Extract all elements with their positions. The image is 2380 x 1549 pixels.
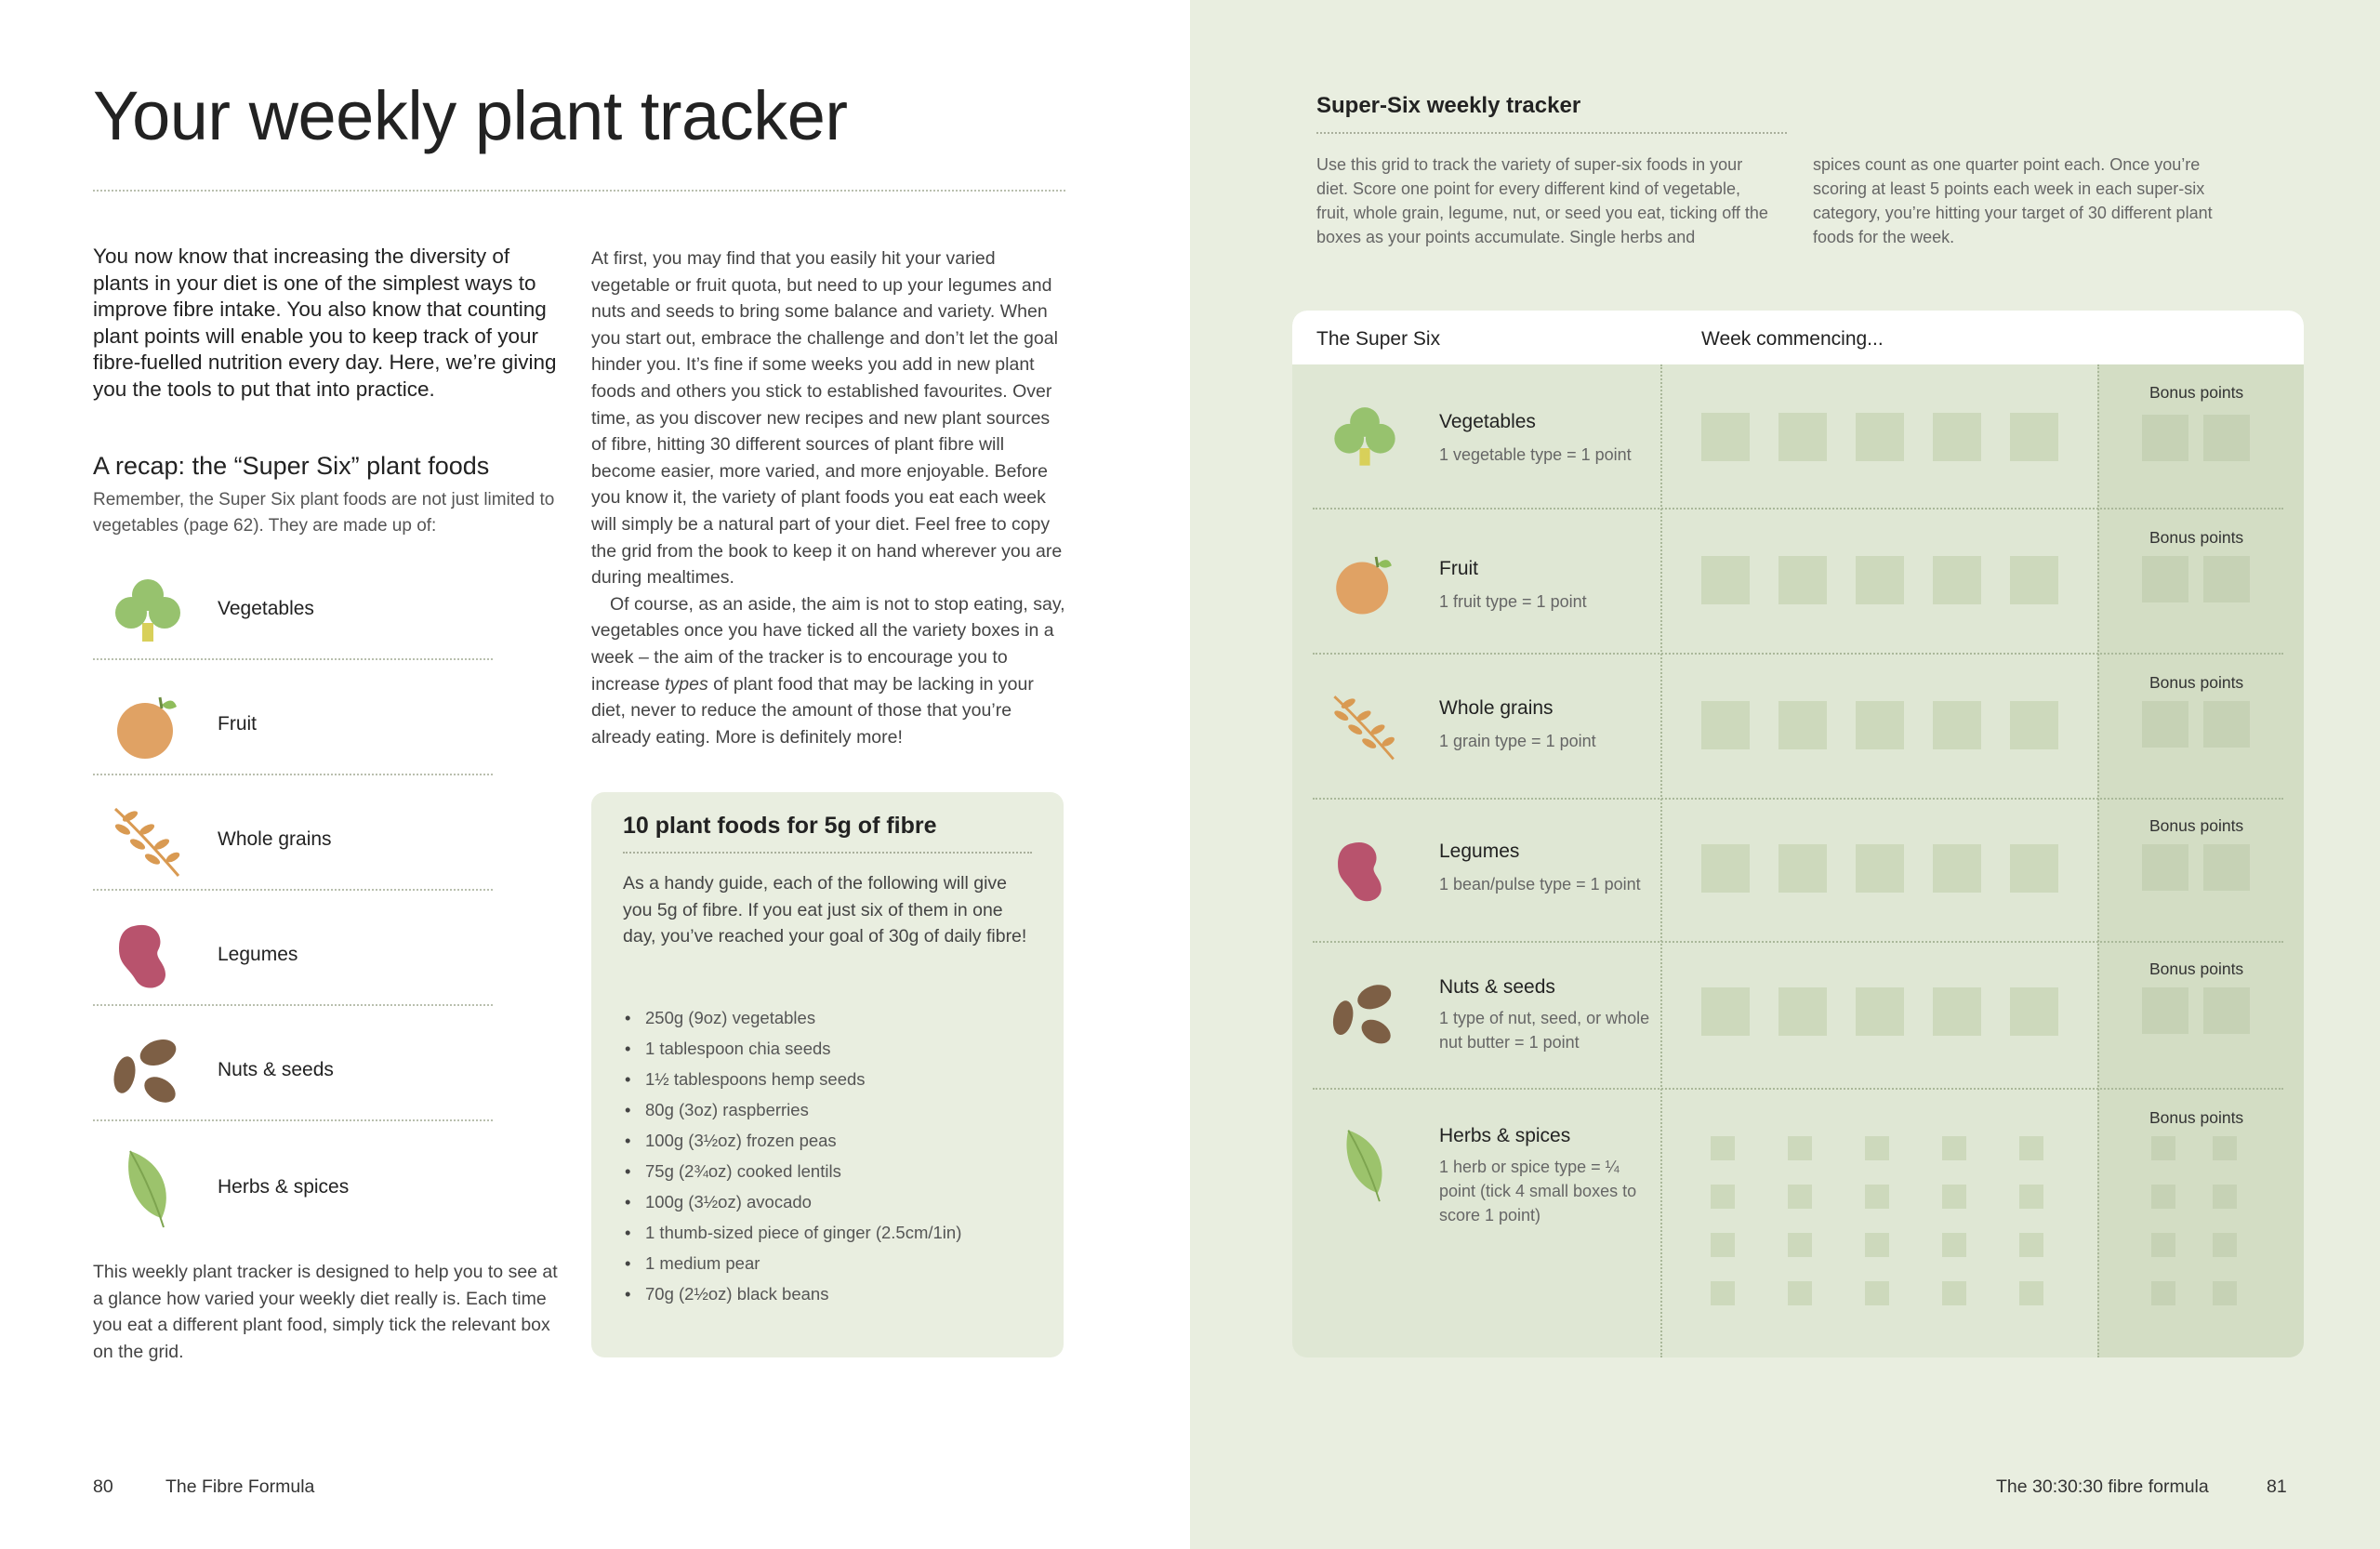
bonus-label: Bonus points [2149,383,2244,402]
running-title: The 30:30:30 fibre formula [1996,1476,2209,1497]
list-item: • 1½ tablespoons hemp seeds [623,1064,961,1094]
row-points-rule: 1 bean/pulse type = 1 point [1439,875,1641,894]
bonus-tick-box[interactable] [2142,844,2188,891]
bonus-tick-box[interactable] [2203,701,2250,748]
small-tick-box[interactable] [1711,1233,1735,1257]
tracker-intro-col1: Use this grid to track the variety of super-six foods in your diet. Score one point for every different kind of vegetable, fruit, whole grain, legume, nut, or seed you eat, ticking off the boxes as your points accumulate. Single herbs and [1316,155,1768,246]
tracker-row-vegetables [1292,364,2304,510]
tick-box[interactable] [1933,987,1981,1036]
tick-box[interactable] [1701,556,1750,604]
tick-box[interactable] [1778,701,1827,749]
tick-box[interactable] [1701,413,1750,461]
small-tick-box[interactable] [1942,1136,1966,1160]
list-item: • 1 tablespoon chia seeds [623,1033,961,1064]
bonus-small-tick-box[interactable] [2151,1185,2175,1209]
list-item: • 70g (2½oz) black beans [623,1278,961,1309]
legend-label: Nuts & seeds [218,1059,334,1080]
bonus-small-tick-box[interactable] [2213,1281,2237,1305]
recap-heading: A recap: the “Super Six” plant foods [93,452,490,480]
row-points-rule: 1 herb or spice type = ¼ point (tick 4 small boxes to score 1 point) [1439,1158,1637,1225]
tick-box[interactable] [1856,987,1904,1036]
divider [93,774,493,775]
bonus-small-tick-box[interactable] [2151,1233,2175,1257]
bonus-tick-box[interactable] [2203,987,2250,1034]
legend-item-herbs-spices [93,1127,493,1248]
body-paragraph: Of course, as an aside, the aim is not to stop eating, say, vegetables once you have ticked all the variety boxes in a week – the aim of the tracker is to encourage you to increase types of plant food that may be lacking in your diet, never to reduce the amount of those that you’re already eating. More is definitely more! [591,593,1065,748]
leaf-icon [1326,1125,1404,1203]
tick-box[interactable] [2010,844,2058,893]
tick-box[interactable] [1856,413,1904,461]
small-tick-box[interactable] [1788,1281,1812,1305]
bonus-tick-box[interactable] [2203,556,2250,602]
legend-item-whole-grains [93,788,493,891]
tracker-title: Super-Six weekly tracker [1316,93,1581,118]
orange-icon [1326,543,1404,621]
bonus-tick-box[interactable] [2203,844,2250,891]
tick-box[interactable] [1701,844,1750,893]
divider [93,1119,493,1121]
body-paragraph: At first, you may find that you easily hit your varied vegetable or fruit quota, but need to up your legumes and nuts and seeds to bring some balance and variety. When you start out, embrace the challenge and don’t let the goal hinder you. It’s fine if some weeks you add in new plant foods and others you stick to established favourites. Over time, as you discover new recipes and new plant sources of fibre, hitting 30 different sources of plant fibre will become easier, more varied, and more enjoyable. Before you know it, the variety of plant foods you eat each week will simply be a natural part of your diet. Feel free to copy the grid from the book to keep it on hand wherever you are during mealtimes. [591,248,1063,589]
tick-box[interactable] [2010,701,2058,749]
leaf-icon [106,1145,190,1229]
tracker-header [1292,311,2304,364]
seeds-icon [1326,974,1404,1053]
small-tick-box[interactable] [1865,1233,1889,1257]
list-item: • 75g (2¾oz) cooked lentils [623,1156,961,1186]
recap-text: Remember, the Super Six plant foods are not just limited to vegetables (page 62). They are made up of: [93,490,555,536]
row-points-rule: 1 grain type = 1 point [1439,732,1596,750]
row-name: Nuts & seeds [1439,976,1555,998]
tracker-row-fruit [1292,510,2304,655]
row-points-rule: 1 fruit type = 1 point [1439,592,1587,611]
wheat-icon [106,798,190,881]
row-points-rule: 1 vegetable type = 1 point [1439,445,1632,464]
bonus-label: Bonus points [2149,673,2244,692]
broccoli-icon [106,567,190,651]
tick-box[interactable] [2010,556,2058,604]
small-tick-box[interactable] [2019,1281,2043,1305]
divider [93,889,493,891]
outro-paragraph: This weekly plant tracker is designed to help you to see at a glance how varied your weekly diet really is. Each time you eat a different plant food, simply tick the relevant box on the grid. [93,1262,558,1362]
tracker-row-herbs-spices [1292,1090,2304,1357]
tick-box[interactable] [1701,987,1750,1036]
bonus-small-tick-box[interactable] [2213,1185,2237,1209]
small-tick-box[interactable] [1865,1281,1889,1305]
box-intro: As a handy guide, each of the following will give you 5g of fibre. If you eat just six of them in one day, you’ve reached your goal of 30g of daily fibre! [623,873,1027,947]
small-tick-box[interactable] [2019,1185,2043,1209]
tracker-title-divider [1316,132,1787,134]
tick-box[interactable] [1778,556,1827,604]
small-tick-box[interactable] [1942,1281,1966,1305]
small-tick-box[interactable] [1788,1233,1812,1257]
divider [93,658,493,660]
orange-icon [106,682,190,766]
small-tick-box[interactable] [1788,1136,1812,1160]
bonus-small-tick-box[interactable] [2151,1136,2175,1160]
bonus-tick-box[interactable] [2142,701,2188,748]
tick-box[interactable] [1701,701,1750,749]
fibre-foods-list [623,1002,961,1309]
legend-label: Whole grains [218,828,332,850]
tracker-row-whole-grains [1292,655,2304,800]
bonus-label: Bonus points [2149,960,2244,978]
legend-item-legumes [93,904,493,1006]
list-item: • 80g (3oz) raspberries [623,1094,961,1125]
tick-box[interactable] [1933,556,1981,604]
bonus-tick-box[interactable] [2203,415,2250,461]
broccoli-icon [1326,396,1404,474]
row-points-rule: 1 type of nut, seed, or whole nut butter = 1 point [1439,1009,1650,1052]
list-item: • 1 thumb-sized piece of ginger (2.5cm/1in) [623,1217,961,1248]
small-tick-box[interactable] [1711,1136,1735,1160]
small-tick-box[interactable] [2019,1233,2043,1257]
divider [623,852,1032,854]
bonus-small-tick-box[interactable] [2151,1281,2175,1305]
intro-paragraph: You now know that increasing the diversity of plants in your diet is one of the simplest ways to improve fibre intake. You also know that counting plant points will enable you to keep track of your fibre-fuelled nutrition every day. Here, we’re giving you the tools to put that into practice. [93,245,557,401]
bonus-tick-box[interactable] [2142,987,2188,1034]
small-tick-box[interactable] [2019,1136,2043,1160]
fibre-foods-box [591,792,1064,1357]
bonus-label: Bonus points [2149,528,2244,547]
list-item: • 100g (3½oz) avocado [623,1186,961,1217]
header-super-six: The Super Six [1316,328,1441,350]
page-number: 80 [93,1476,113,1497]
seeds-icon [106,1028,190,1112]
tick-box[interactable] [1933,844,1981,893]
legend-label: Fruit [218,713,257,735]
legend-label: Legumes [218,944,298,965]
bonus-tick-box[interactable] [2142,556,2188,602]
list-item: • 100g (3½oz) frozen peas [623,1125,961,1156]
list-item: • 1 medium pear [623,1248,961,1278]
tick-box[interactable] [2010,413,2058,461]
tracker-row-legumes [1292,800,2304,943]
tracker-row-nuts-seeds [1292,943,2304,1090]
row-name: Legumes [1439,841,1520,862]
bean-icon [1326,831,1404,909]
box-title: 10 plant foods for 5g of fibre [623,813,937,839]
tick-box[interactable] [2010,987,2058,1036]
bonus-label: Bonus points [2149,816,2244,835]
small-tick-box[interactable] [1865,1136,1889,1160]
tick-box[interactable] [1933,413,1981,461]
page-title: Your weekly plant tracker [93,77,848,154]
tick-box[interactable] [1778,844,1827,893]
row-name: Whole grains [1439,697,1554,719]
small-tick-box[interactable] [1788,1185,1812,1209]
small-tick-box[interactable] [1711,1281,1735,1305]
divider [93,1004,493,1006]
small-tick-box[interactable] [1942,1233,1966,1257]
legend-item-nuts-seeds [93,1019,493,1121]
tick-box[interactable] [1778,987,1827,1036]
title-divider [93,190,1065,192]
bonus-small-tick-box[interactable] [2213,1233,2237,1257]
bonus-label: Bonus points [2149,1108,2244,1127]
tracker-grid [1292,311,2304,1357]
row-name: Vegetables [1439,411,1536,432]
tracker-intro-col2: spices count as one quarter point each. Once you’re scoring at least 5 points each week in each super-six category, you’re hitting your target of 30 different plant foods for the week. [1813,155,2213,246]
tick-box[interactable] [1856,556,1904,604]
tick-box[interactable] [1856,701,1904,749]
tick-box[interactable] [1778,413,1827,461]
bonus-tick-box[interactable] [2142,415,2188,461]
legend-item-fruit [93,673,493,775]
small-tick-box[interactable] [1711,1185,1735,1209]
list-item: • 250g (9oz) vegetables [623,1002,961,1033]
row-name: Fruit [1439,558,1478,579]
row-name: Herbs & spices [1439,1125,1571,1146]
legend-label: Herbs & spices [218,1176,350,1198]
tick-box[interactable] [1856,844,1904,893]
bean-icon [106,913,190,997]
page-number: 81 [2267,1476,2287,1497]
legend-label: Vegetables [218,598,314,619]
tick-box[interactable] [1933,701,1981,749]
body-column [591,245,1065,750]
header-week-commencing: Week commencing... [1701,328,1884,350]
small-tick-box[interactable] [1942,1185,1966,1209]
legend-item-vegetables [93,558,493,660]
bonus-small-tick-box[interactable] [2213,1136,2237,1160]
wheat-icon [1326,686,1404,764]
running-title: The Fibre Formula [165,1476,315,1497]
small-tick-box[interactable] [1865,1185,1889,1209]
